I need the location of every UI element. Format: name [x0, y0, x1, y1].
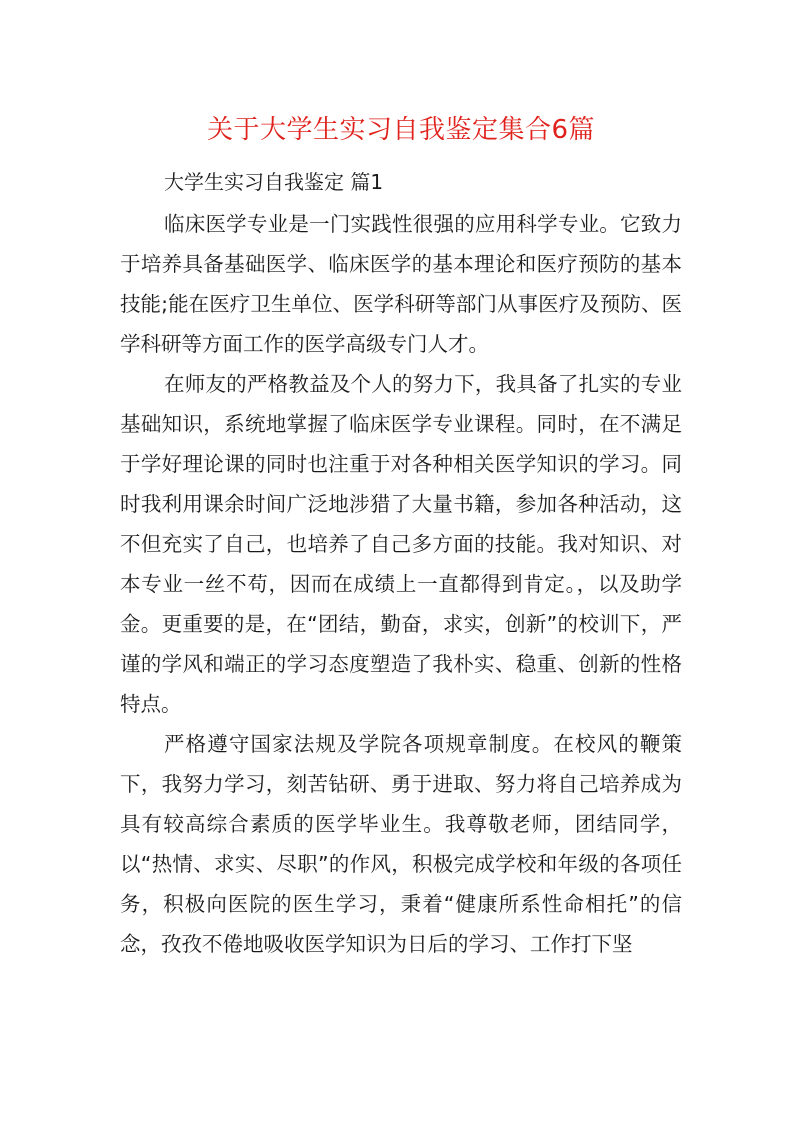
section-heading: 大学生实习自我鉴定 篇1	[164, 170, 384, 194]
document-title: 关于大学生实习自我鉴定集合6篇	[206, 115, 596, 145]
paragraph-3: 严格遵守国家法规及学院各项规章制度。在校风的鞭策下，我努力学习，刻苦钻研、勇于进取、努力将自己培养成为具有较高综合素质的医学毕业生。我尊敬老师，团结同学，以“热情、求实、尽职”的作风，积极完成学校和年级的各项任务，积极向医院的医生学习，秉着“健康所系性命相托”的信念，孜孜不倦地吸收医学知识为日后的学习、工作打下坚	[120, 732, 682, 956]
paragraph-2: 在师友的严格教益及个人的努力下，我具备了扎实的专业基础知识，系统地掌握了临床医学专业课程。同时，在不满足于学好理论课的同时也注重于对各种相关医学知识的学习。同时我利用课余时间广泛地涉猎了大量书籍，参加各种活动，这不但充实了自己，也培养了自己多方面的技能。我对知识、对本专业一丝不苟，因而在成绩上一直都得到肯定。，以及助学金。更重要的是，在“团结，勤奋，求实，创新”的校训下，严谨的学风和端正的学习态度塑造了我朴实、稳重、创新的性格特点。	[120, 372, 682, 716]
paragraph-1: 临床医学专业是一门实践性很强的应用科学专业。它致力于培养具备基础医学、临床医学的基本理论和医疗预防的基本技能;能在医疗卫生单位、医学科研等部门从事医疗及预防、医学科研等方面工作的医学高级专门人才。	[120, 212, 682, 356]
